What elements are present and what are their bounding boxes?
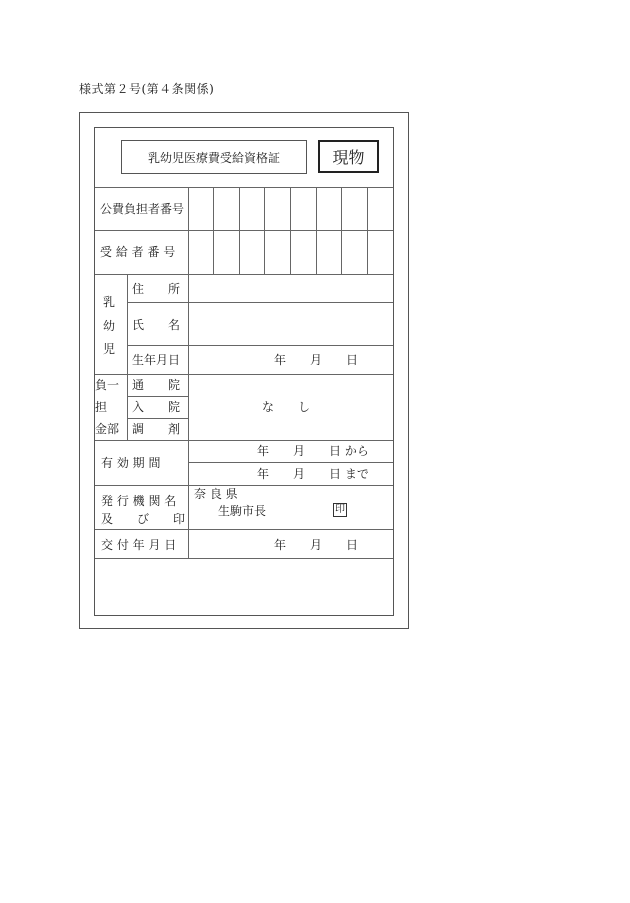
issuer-label-1: 発 行 機 関 名 [101,494,177,508]
copay-label-2: 担 [95,400,108,414]
infant-label-1: 乳 [103,295,116,309]
issuer-prefecture: 奈 良 県 [194,487,238,501]
column-divider [127,274,128,440]
row-divider [127,302,393,303]
validity-to: 年 月 日 まで [257,467,369,481]
recipient-number-label: 受 給 者 番 号 [100,245,176,259]
issue-date-value: 年 月 日 [274,538,359,552]
validity-from: 年 月 日 から [257,444,369,458]
genbutsu-stamp: 現物 [318,140,379,173]
digit-box-divider [367,187,368,274]
column-divider [188,187,189,558]
digit-box-divider [316,187,317,274]
copay-label-1: 負一 [95,378,120,392]
infant-label-2: 幼 [103,319,116,333]
seal-mark: 印 [335,504,345,515]
form-number: 様式第２号(第４条関係) [79,82,215,96]
card-title: 乳幼児医療費受給資格証 [121,140,307,174]
row-divider [95,187,393,188]
digit-box-divider [213,187,214,274]
row-divider [95,529,393,530]
outpatient-label: 通 院 [132,378,181,392]
digit-box-divider [239,187,240,274]
copay-label-3: 金部 [95,422,120,436]
infant-label-3: 児 [103,342,116,356]
row-divider [127,396,188,397]
copay-value: な し [262,400,311,414]
row-divider [95,374,393,375]
digit-box-divider [290,187,291,274]
row-divider [95,440,393,441]
digit-box-divider [341,187,342,274]
address-label: 住 所 [132,282,181,296]
dispensing-label: 調 剤 [132,422,181,436]
name-label: 氏 名 [132,318,181,332]
row-divider [95,558,393,559]
row-divider [95,274,393,275]
row-divider [127,418,188,419]
validity-label: 有 効 期 間 [101,456,161,470]
inpatient-label: 入 院 [132,400,181,414]
digit-box-divider [264,187,265,274]
birthdate-value: 年 月 日 [274,353,359,367]
row-divider [127,345,393,346]
issuer-label-2: 及 び 印 [101,512,186,526]
issue-date-label: 交 付 年 月 日 [101,538,177,552]
issuer-mayor: 生駒市長 [218,504,267,518]
public-payer-number-label: 公費負担者番号 [100,202,185,216]
row-divider [95,485,393,486]
row-divider [95,230,393,231]
row-divider [188,462,393,463]
birthdate-label: 生年月日 [132,353,181,367]
